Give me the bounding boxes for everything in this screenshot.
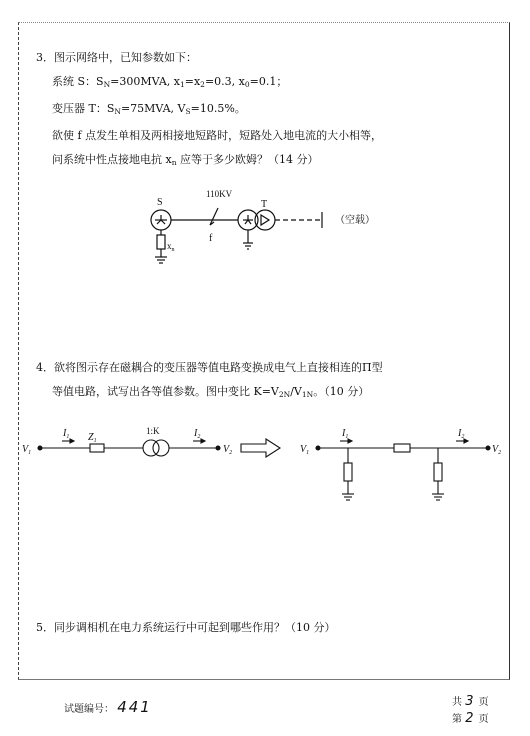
pi-label-i1: $I_1$ [342, 428, 349, 440]
label-z1: $Z_1$ [88, 432, 97, 444]
pi-label-v1: $V_1$ [300, 444, 310, 456]
ideal-transformer-left-coil [143, 440, 159, 456]
impedance-z1-symbol [90, 444, 104, 452]
question-4-text-2: 等值电路，试写出各等值参数。图中变比 $K=V_{2N}/V_{1N}$。（10 分） [52, 385, 370, 399]
pi-label-i2: $I_2$ [458, 428, 465, 440]
question-3-circuit-diagram [130, 185, 430, 280]
label-voltage: 110KV [206, 189, 233, 199]
question-3-text-1: 欲使 f 点发生单相及两相接地短路时，短路处入地电流的大小相等， [52, 129, 383, 142]
label-ratio: 1:K [146, 426, 160, 436]
pi-series-impedance [394, 444, 410, 452]
label-v1: $V_1$ [22, 444, 32, 456]
label-noload: （空载） [335, 215, 375, 226]
exam-code [64, 698, 152, 716]
pi-shunt-right [434, 463, 442, 481]
question-3-title: 3．图示网络中，已知参数如下： [36, 51, 197, 64]
label-t: T [261, 199, 268, 210]
total-pages: 共 3 页 [452, 694, 489, 709]
label-v2: $V_2$ [223, 444, 233, 456]
label-i2: $I_2$ [194, 428, 201, 440]
exam-code-value: 441 [117, 698, 152, 716]
question-4-circuit-diagram [18, 418, 508, 518]
reactance-xn-symbol [157, 235, 165, 249]
question-4 [36, 356, 383, 407]
label-i1: $I_1$ [63, 428, 70, 440]
label-xn: $x_n$ [167, 241, 175, 253]
pi-shunt-left [344, 463, 352, 481]
ideal-transformer-right-coil [153, 440, 169, 456]
question-4-text-1: 4．欲将图示存在磁耦合的变压器等值电路变换成电气上直接相连的Π型 [36, 361, 383, 374]
question-3 [36, 46, 382, 175]
question-5 [36, 616, 336, 640]
page-count [452, 694, 489, 728]
question-3-system-params: 系统 S：$S_N=300MVA$, $x_1=x_2=0.3$, $x_0=0.1$； [52, 75, 288, 89]
question-3-text-2: 问系统中性点接地电抗 $x_n$ 应等于多少欧姆？（14 分） [52, 153, 319, 167]
pi-label-v2: $V_2$ [492, 444, 502, 456]
label-s: S [157, 197, 163, 208]
transform-arrow [241, 439, 280, 457]
question-3-transformer-params: 变压器 T：$S_N=75MVA$, $V_S=10.5\%$。 [52, 102, 246, 116]
exam-code-label: 试题编号： [64, 704, 114, 715]
label-fault: f [209, 233, 213, 244]
current-page: 第 2 页 [452, 711, 489, 726]
question-5-text: 5．同步调相机在电力系统运行中可起到哪些作用？（10 分） [36, 621, 336, 634]
